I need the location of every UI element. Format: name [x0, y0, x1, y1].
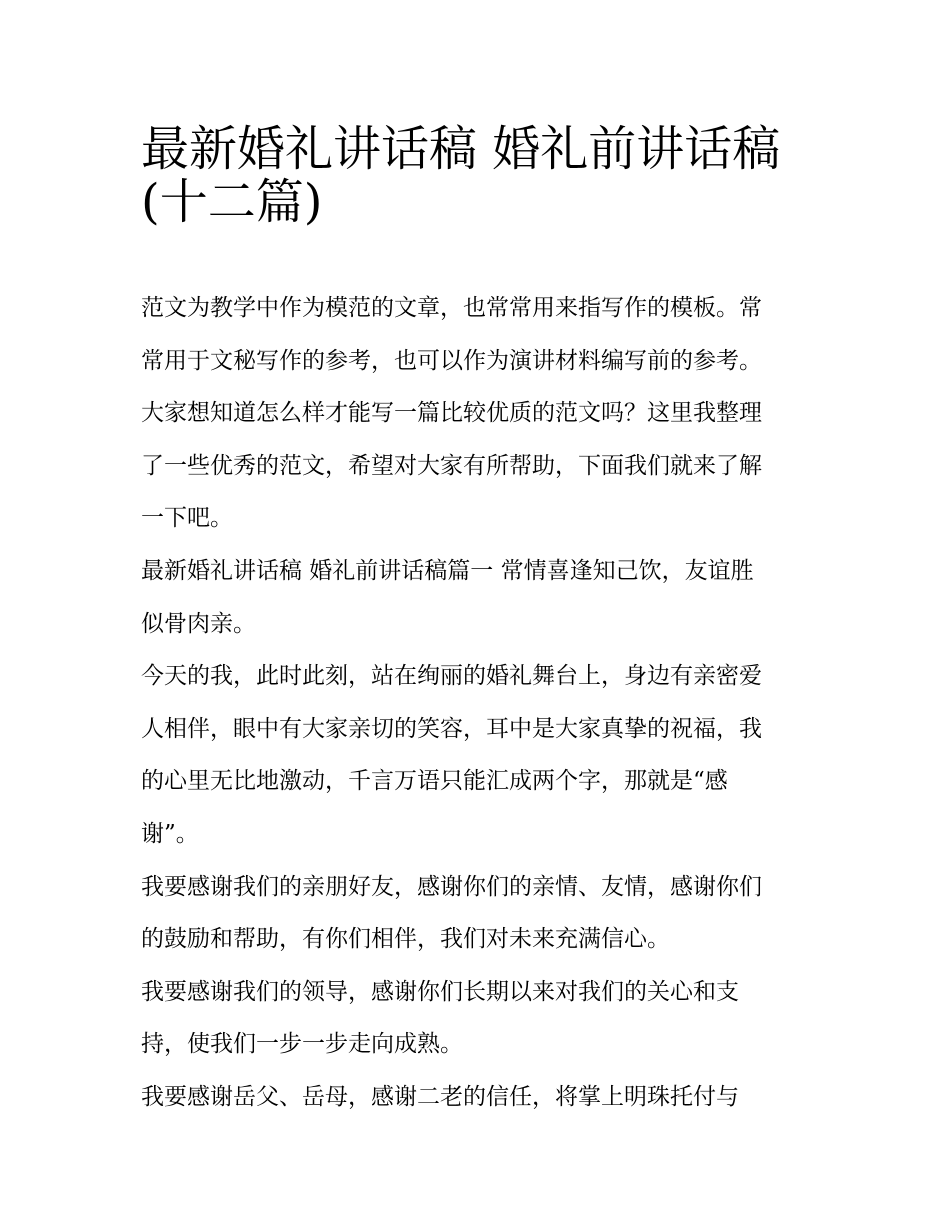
text-line: 一下吧。 — [141, 505, 233, 532]
title-line: 最新婚礼讲话稿 婚礼前讲话稿 — [141, 121, 781, 177]
paragraph-heading-one — [141, 545, 821, 650]
text-line: 我要感谢我们的领导，感谢你们长期以来对我们的关心和支 — [141, 978, 739, 1005]
text-line: 的鼓励和帮助，有你们相伴，我们对未来充满信心。 — [141, 926, 670, 953]
paragraph-today — [141, 650, 821, 860]
text-line: 我要感谢岳父、岳母，感谢二老的信任，将掌上明珠托付与 — [141, 1083, 739, 1110]
text-line: 人相伴，眼中有大家亲切的笑容，耳中是大家真挚的祝福，我 — [141, 715, 762, 742]
text-line: 我要感谢我们的亲朋好友，感谢你们的亲情、友情，感谢你们 — [141, 873, 762, 900]
text-line: 范文为教学中作为模范的文章，也常常用来指写作的模板。常 — [141, 295, 762, 321]
text-line: 最新婚礼讲话稿 婚礼前讲话稿篇一 常情喜逢知己饮，友谊胜 — [141, 557, 754, 584]
title-line: (十二篇) — [141, 173, 323, 230]
text-line: 似骨肉亲。 — [141, 610, 256, 637]
paragraph-thanks-friends — [141, 861, 821, 966]
text-line: 常用于文秘写作的参考，也可以作为演讲材料编写前的参考。 — [141, 347, 762, 374]
paragraph-thanks-parents — [141, 1071, 821, 1124]
paragraph-thanks-leaders — [141, 966, 821, 1071]
text-line: 持，使我们一步一步走向成熟。 — [141, 1031, 463, 1058]
paragraph-intro — [141, 282, 821, 545]
document-body — [141, 282, 821, 1124]
text-line: 今天的我，此时此刻，站在绚丽的婚礼舞台上，身边有亲密爱 — [141, 663, 762, 690]
text-line: 谢”。 — [141, 820, 199, 847]
document-title — [141, 112, 821, 230]
text-line: 大家想知道怎么样才能写一篇比较优质的范文吗？这里我整理 — [141, 400, 762, 427]
text-line: 的心里无比地激动，千言万语只能汇成两个字，那就是“感 — [141, 768, 728, 795]
text-line: 了一些优秀的范文，希望对大家有所帮助，下面我们就来了解 — [141, 452, 762, 479]
